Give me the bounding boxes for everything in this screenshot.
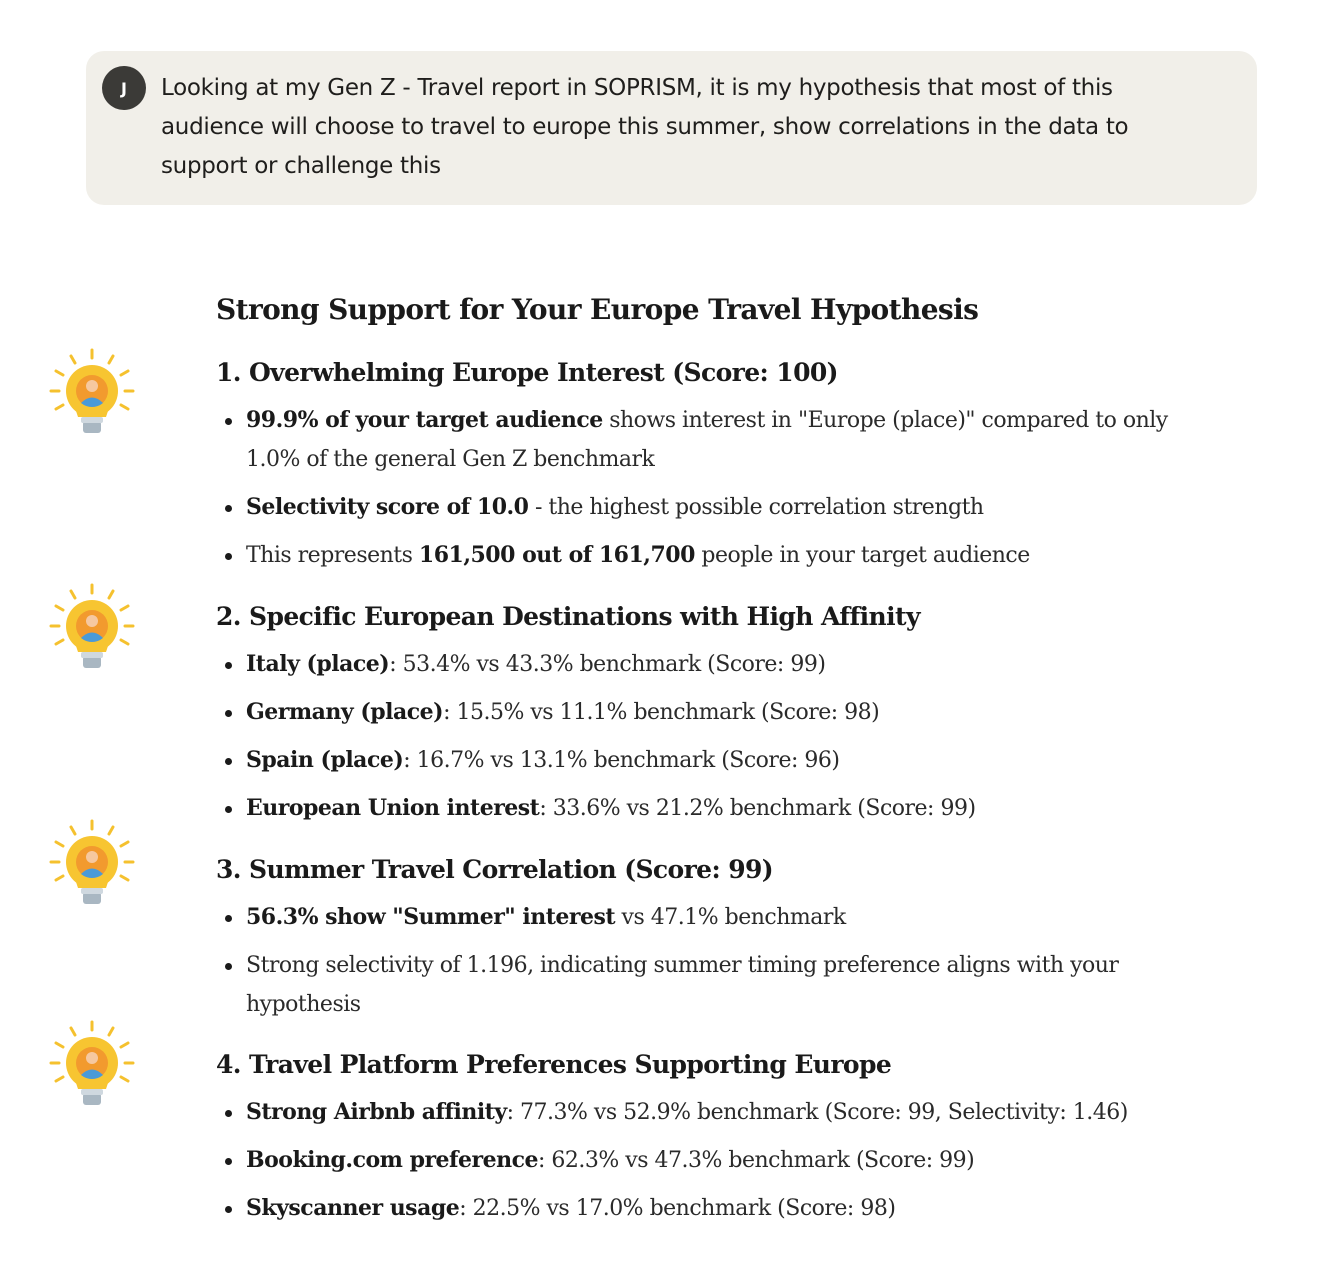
user-avatar[interactable]: J <box>102 66 146 110</box>
section-title-4: 4. Travel Platform Preferences Supporting Europe <box>216 1050 892 1079</box>
bullet-bold: Germany (place) <box>246 699 444 725</box>
list-item <box>216 488 1216 527</box>
bullet-text: This represents <box>246 543 419 568</box>
bullet-bold: Italy (place) <box>246 651 390 677</box>
list-item <box>216 1189 1216 1228</box>
user-message-text: Looking at my Gen Z - Travel report in SOPRISM, it is my hypothesis that most of this audience will choose to travel to europe this summer, show correlations in the data to support or challenge this <box>161 75 1129 179</box>
bullet-bold: Selectivity score of 10.0 <box>246 494 529 520</box>
bullet-text: vs 47.1% benchmark <box>615 905 846 930</box>
list-item <box>216 693 1216 732</box>
bullet-bold: 56.3% show "Summer" interest <box>246 904 616 930</box>
bullet-text: shows interest in "Europe (place)" compared to only 1.0% of the general Gen Z benchmark <box>246 408 1168 472</box>
user-message-bubble <box>86 51 1257 205</box>
list-item <box>216 898 1216 937</box>
bullet-text: : 22.5% vs 17.0% benchmark (Score: 98) <box>459 1196 896 1221</box>
bullet-text: : 33.6% vs 21.2% benchmark (Score: 99) <box>539 796 976 821</box>
bullet-bold: Spain (place) <box>246 747 404 773</box>
bullet-bold: 99.9% of your target audience <box>246 407 603 433</box>
bullet-text: : 53.4% vs 43.3% benchmark (Score: 99) <box>389 652 826 677</box>
bullet-bold: Booking.com preference <box>246 1147 538 1173</box>
bullet-text: : 15.5% vs 11.1% benchmark (Score: 98) <box>443 700 880 725</box>
section-4-bullets <box>216 1093 1216 1237</box>
section-title-1: 1. Overwhelming Europe Interest (Score: 100) <box>216 358 838 387</box>
section-2-bullets <box>216 645 1216 837</box>
bullet-text: people in your target audience <box>694 543 1030 568</box>
bullet-text: : 62.3% vs 47.3% benchmark (Score: 99) <box>538 1148 975 1173</box>
bullet-text: - the highest possible correlation strength <box>528 495 984 520</box>
list-item <box>216 401 1216 479</box>
list-item <box>216 1093 1216 1132</box>
list-item <box>216 1141 1216 1180</box>
list-item <box>216 741 1216 780</box>
list-item <box>216 645 1216 684</box>
lightbulb-person-icon <box>48 347 136 439</box>
list-item <box>216 946 1216 1024</box>
bullet-text: : 77.3% vs 52.9% benchmark (Score: 99, Selectivity: 1.46) <box>506 1100 1128 1125</box>
section-3-bullets <box>216 898 1216 1033</box>
response-title: Strong Support for Your Europe Travel Hypothesis <box>216 293 979 326</box>
bullet-bold: Skyscanner usage <box>246 1195 460 1221</box>
bullet-text: Strong selectivity of 1.196, indicating summer timing preference aligns with your hypothesis <box>246 953 1119 1017</box>
bullet-bold: Strong Airbnb affinity <box>246 1099 507 1125</box>
lightbulb-person-icon <box>48 818 136 910</box>
lightbulb-person-icon <box>48 1019 136 1111</box>
bullet-bold: European Union interest <box>246 795 540 821</box>
section-1-bullets <box>216 401 1216 584</box>
lightbulb-person-icon <box>48 582 136 674</box>
list-item <box>216 536 1216 575</box>
section-title-3: 3. Summer Travel Correlation (Score: 99) <box>216 855 774 884</box>
list-item <box>216 789 1216 828</box>
bullet-bold: 161,500 out of 161,700 <box>418 542 695 568</box>
bullet-text: : 16.7% vs 13.1% benchmark (Score: 96) <box>403 748 840 773</box>
section-title-2: 2. Specific European Destinations with High Affinity <box>216 602 920 631</box>
